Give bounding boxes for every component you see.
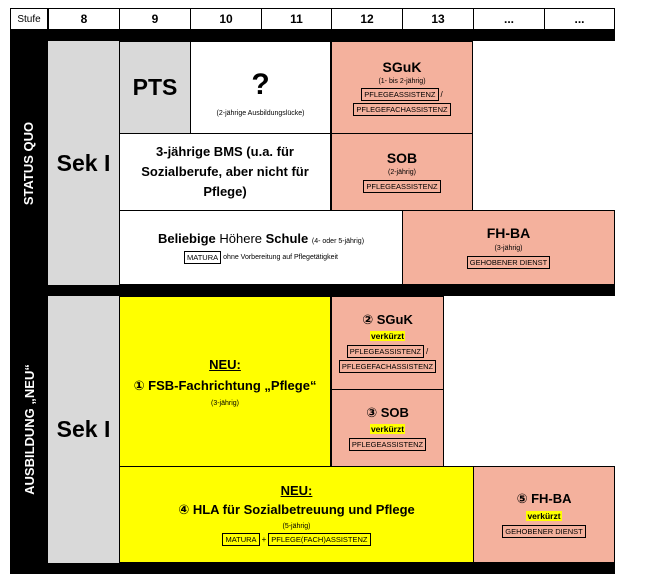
ahs-tail: ohne Vorbereitung auf Pflegetätigkeit	[223, 253, 338, 261]
neu-sguk-slash: /	[426, 347, 429, 356]
ahs-word-schule: Schule	[265, 230, 309, 246]
header-col-13: 13	[402, 8, 474, 30]
status-quo-sek-i: Sek I	[48, 41, 119, 285]
hoehere-schule-box	[119, 210, 403, 285]
pts-label: PTS	[132, 74, 178, 100]
neu-sguk-verkuerzt: verkürzt	[370, 331, 405, 341]
sguk-title: SGuK	[382, 58, 422, 75]
hla-new-label: NEU:	[280, 482, 313, 498]
header-col-11: 11	[261, 8, 332, 30]
header-stufe: Stufe	[10, 8, 48, 30]
neu-sob-title: ③ SOB	[366, 404, 409, 420]
header-col-12: 12	[331, 8, 403, 30]
fsb-note: (3-jährig)	[210, 399, 239, 407]
sguk-tag-pflegeassistenz: PFLEGEASSISTENZ	[361, 88, 438, 101]
neu-fhba-box	[473, 466, 615, 563]
neu-sek-i: Sek I	[48, 296, 119, 563]
gap-question-mark: ?	[251, 68, 270, 101]
header-col-8: 8	[48, 8, 120, 30]
hla-plus: +	[261, 534, 267, 544]
header-col-9: 9	[119, 8, 191, 30]
neu-sob-tag: PFLEGEASSISTENZ	[349, 438, 426, 451]
bms-line-3: Pflege)	[203, 184, 247, 199]
hla-note: (5-jährig)	[282, 522, 311, 530]
neu-sob-verkuerzt: verkürzt	[370, 423, 405, 434]
neu-sguk-box	[331, 296, 444, 390]
ahs-tag-matura: MATURA	[184, 251, 221, 264]
hla-tag-pflegeassistenz: PFLEGE(FACH)ASSISTENZ	[268, 533, 370, 546]
sob-note: (2-jährig)	[387, 169, 416, 176]
neu-sguk-title: ② SGuK	[362, 312, 413, 327]
neu-sguk-tag-pflegefachassistenz: PFLEGEFACHASSISTENZ	[339, 360, 436, 373]
neu-sob-box	[331, 389, 444, 467]
sguk-box	[331, 41, 473, 134]
sob-tag: PFLEGEASSISTENZ	[363, 180, 440, 193]
status-quo-side-label: STATUS QUO	[10, 41, 48, 285]
header-col-ellipsis-2: ...	[544, 8, 615, 30]
fsb-title: ① FSB-Fachrichtung „Pflege“	[133, 377, 317, 393]
bms-line-2: Sozialberufe, aber nicht für	[141, 164, 309, 179]
sguk-slash: /	[440, 89, 443, 99]
hla-box	[119, 466, 474, 563]
neu-fhba-title: ⑤ FH-BA	[516, 490, 572, 506]
hla-tag-matura: MATURA	[222, 533, 259, 546]
gap-box	[190, 41, 331, 134]
fsb-pflege-box	[119, 296, 331, 467]
header-col-10: 10	[190, 8, 262, 30]
neu-fhba-tag: GEHOBENER DIENST	[502, 525, 586, 538]
hla-title: ④ HLA für Sozialbetreuung und Pflege	[178, 501, 415, 517]
gap-note: (2-jährige Ausbildungslücke)	[216, 110, 305, 117]
bms-line-1: 3-jährige BMS (u.a. für	[156, 144, 294, 159]
bms-box	[119, 133, 331, 211]
fhba-note: (3-jährig)	[494, 245, 523, 252]
neu-side-label: AUSBILDUNG „NEU“	[10, 296, 48, 563]
fhba-box	[402, 210, 615, 285]
header-col-ellipsis-1: ...	[473, 8, 545, 30]
fsb-new-label: NEU:	[209, 356, 241, 372]
fhba-tag: GEHOBENER DIENST	[467, 256, 551, 269]
sob-title: SOB	[386, 150, 418, 166]
neu-fhba-verkuerzt: verkürzt	[527, 510, 561, 521]
sguk-note: (1- bis 2-jährig)	[378, 77, 426, 85]
fhba-title: FH-BA	[486, 225, 531, 241]
neu-sguk-tag-pflegeassistenz: PFLEGEASSISTENZ	[347, 345, 424, 358]
pts-box	[119, 41, 191, 134]
divider-top	[10, 30, 615, 41]
ahs-word-hoehere: Höhere	[219, 230, 263, 246]
divider-bottom	[10, 563, 615, 574]
sob-box	[331, 133, 473, 211]
sguk-tag-pflegefachassistenz: PFLEGEFACHASSISTENZ	[353, 103, 450, 116]
ahs-word-beliebige: Beliebige	[157, 230, 216, 246]
ahs-note: (4- oder 5-jährig)	[311, 237, 365, 245]
divider-middle	[10, 285, 615, 296]
